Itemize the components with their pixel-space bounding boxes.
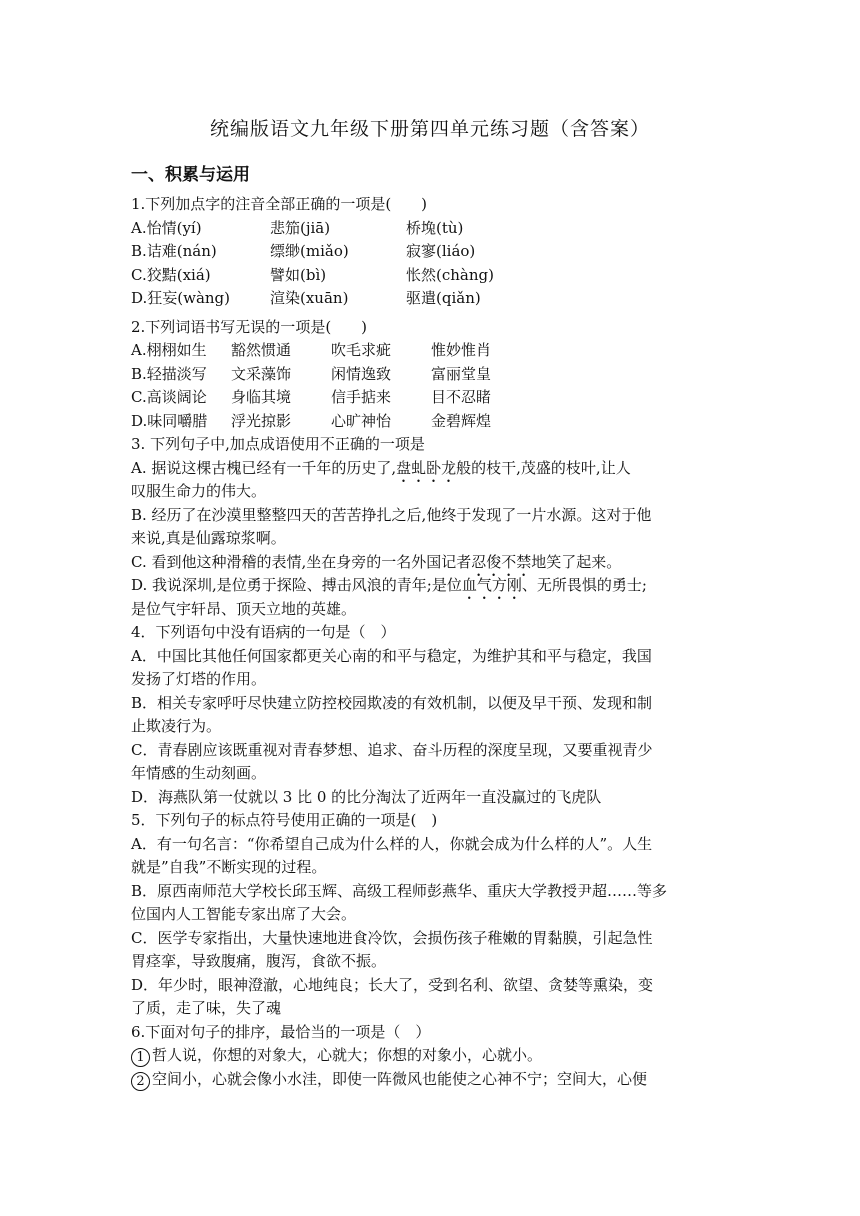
option-item: 豁然惯通 xyxy=(231,341,292,359)
option-text: A. 据说这棵古槐已经有一千年的历史了, xyxy=(131,458,397,477)
question-4-stem: 4．下列语句中没有语病的一句是（ ） xyxy=(131,623,396,641)
question-3-option-d xyxy=(131,574,731,598)
option-item: 渲染(xuān) xyxy=(270,289,349,307)
question-6-sentence-2 xyxy=(131,1068,731,1092)
option-text: 、无所畏惧的勇士; xyxy=(521,576,647,594)
question-4-option-b-cont: 止欺凌行为。 xyxy=(131,717,222,735)
option-item: A.栩栩如生 xyxy=(131,341,207,359)
question-1-option-c xyxy=(131,264,731,288)
question-1-option-a xyxy=(131,217,731,241)
option-item: 怅然(chàng) xyxy=(406,265,494,284)
option-item: C.狡黠(xiá) xyxy=(131,265,211,284)
option-item: 桥堍(tù) xyxy=(406,218,464,237)
option-item: C.高谈阔论 xyxy=(131,388,207,406)
circled-number: 2 xyxy=(131,1072,150,1091)
question-3-option-c xyxy=(131,551,731,575)
sentence-text: 空间小，心就会像小水洼，即使一阵微风也能使之心神不宁；空间大，心便 xyxy=(152,1069,648,1088)
option-item: 金碧辉煌 xyxy=(431,411,492,430)
option-item: 文采藻饰 xyxy=(231,364,292,383)
question-4-option-b: B．相关专家呼吁尽快建立防控校园欺凌的有效机制，以便及早干预、发现和制 xyxy=(131,693,653,712)
question-4-option-a-cont: 发扬了灯塔的作用。 xyxy=(131,670,267,688)
question-3-option-a-cont: 叹服生命力的伟大。 xyxy=(131,482,267,500)
sentence-text: 哲人说，你想的对象大，心就大；你想的对象小，心就小。 xyxy=(152,1046,543,1064)
question-4-option-d: D．海燕队第一仗就以 3 比 0 的比分淘汰了近两年一直没赢过的飞虎队 xyxy=(131,787,602,806)
question-5-option-c-cont: 胃痉挛，导致腹痛，腹泻，食欲不振。 xyxy=(131,952,387,970)
question-4-option-a: A．中国比其他任何国家都更关心南的和平与稳定，为维护其和平与稳定，我国 xyxy=(131,646,652,665)
option-item: 心旷神怡 xyxy=(331,411,392,430)
question-5-option-c: C．医学专家指出，大量快速地进食冷饮，会损伤孩子稚嫩的胃黏膜，引起急性 xyxy=(131,928,653,947)
option-item: B.轻描淡写 xyxy=(131,364,207,383)
option-item: 浮光掠影 xyxy=(231,411,292,430)
option-item: 驱遣(qiǎn) xyxy=(406,289,481,307)
question-2-stem: 2.下列词语书写无误的一项是( ) xyxy=(131,317,368,336)
question-1-option-b xyxy=(131,240,731,264)
highlighted-idiom: 盘虬卧龙 xyxy=(396,458,457,477)
question-3-option-d-cont: 是位气宇轩昂、顶天立地的英雄。 xyxy=(131,599,357,618)
option-item: 闲情逸致 xyxy=(331,364,392,383)
option-text: C. 看到他这种滑稽的表情,坐在身旁的一名外国记者 xyxy=(131,552,472,571)
highlighted-idiom: 忍俊不禁 xyxy=(471,552,532,571)
question-3-option-b-cont: 来说,真是仙露琼浆啊。 xyxy=(131,529,286,547)
option-item: 富丽堂皇 xyxy=(431,364,492,383)
question-5-option-a-cont: 就是”自我”不断实现的过程。 xyxy=(131,858,327,876)
question-3-option-a xyxy=(131,457,731,481)
question-1-stem: 1.下列加点字的注音全部正确的一项是( ) xyxy=(131,195,428,213)
option-item: A.怡情(yí) xyxy=(131,218,202,237)
question-5-option-a: A．有一句名言：“你希望自己成为什么样的人，你就会成为什么样的人”。人生 xyxy=(131,834,653,853)
option-item: 吹毛求疵 xyxy=(331,341,392,359)
option-item: 身临其境 xyxy=(231,388,292,406)
option-item: 信手掂来 xyxy=(331,388,392,406)
question-4-option-c-cont: 年情感的生动刻画。 xyxy=(131,764,267,782)
question-2-option-d xyxy=(131,410,731,434)
option-text: D. 我说深圳,是位勇于探险、搏击风浪的青年;是位 xyxy=(131,576,462,594)
option-item: 惟妙惟肖 xyxy=(431,341,492,359)
section-heading: 一、积累与运用 xyxy=(131,165,250,185)
circled-number: 1 xyxy=(131,1048,150,1067)
question-5-stem: 5．下列句子的标点符号使用正确的一项是( ) xyxy=(131,811,438,829)
question-list xyxy=(131,193,731,1091)
option-item: D.味同嚼腊 xyxy=(131,411,208,430)
question-3-stem: 3. 下列句子中,加点成语使用不正确的一项是 xyxy=(131,435,425,453)
question-5-option-b: B．原西南师范大学校长邱玉辉、高级工程师彭燕华、重庆大学教授尹超……等多 xyxy=(131,881,668,900)
question-2-option-c xyxy=(131,386,731,410)
option-item: 缥缈(miǎo) xyxy=(270,242,349,260)
option-text: 般的枝干,茂盛的枝叶,让人 xyxy=(456,458,631,477)
option-item: D.狂妄(wàng) xyxy=(131,289,231,307)
question-5-option-d: D．年少时，眼神澄澈，心地纯良；长大了，受到名利、欲望、贪婪等熏染，变 xyxy=(131,975,654,994)
option-item: 悲笳(jiā) xyxy=(270,218,331,237)
option-item: B.诘难(nán) xyxy=(131,242,217,260)
question-1-option-d xyxy=(131,287,731,311)
question-4-option-c: C．青春剧应该既重视对青春梦想、追求、奋斗历程的深度呈现，又要重视青少 xyxy=(131,740,653,759)
question-6-stem: 6.下面对句子的排序，最恰当的一项是（ ） xyxy=(131,1022,431,1041)
question-2-option-a xyxy=(131,339,731,363)
question-5-option-b-cont: 位国内人工智能专家出席了大会。 xyxy=(131,905,357,923)
highlighted-idiom: 血气方刚 xyxy=(461,576,522,594)
option-item: 目不忍睹 xyxy=(431,388,492,406)
question-6-sentence-1 xyxy=(131,1044,731,1068)
question-3-option-b: B. 经历了在沙漠里整整四天的苦苦挣扎之后,他终于发现了一片水源。这对于他 xyxy=(131,505,652,524)
option-item: 譬如(bì) xyxy=(270,265,327,284)
option-text: 地笑了起来。 xyxy=(531,552,622,571)
question-2-option-b xyxy=(131,363,731,387)
page-title: 统编版语文九年级下册第四单元练习题（含答案） xyxy=(209,118,650,140)
question-5-option-d-cont: 了质，走了味，失了魂 xyxy=(131,999,282,1017)
option-item: 寂寥(liáo) xyxy=(406,242,476,260)
